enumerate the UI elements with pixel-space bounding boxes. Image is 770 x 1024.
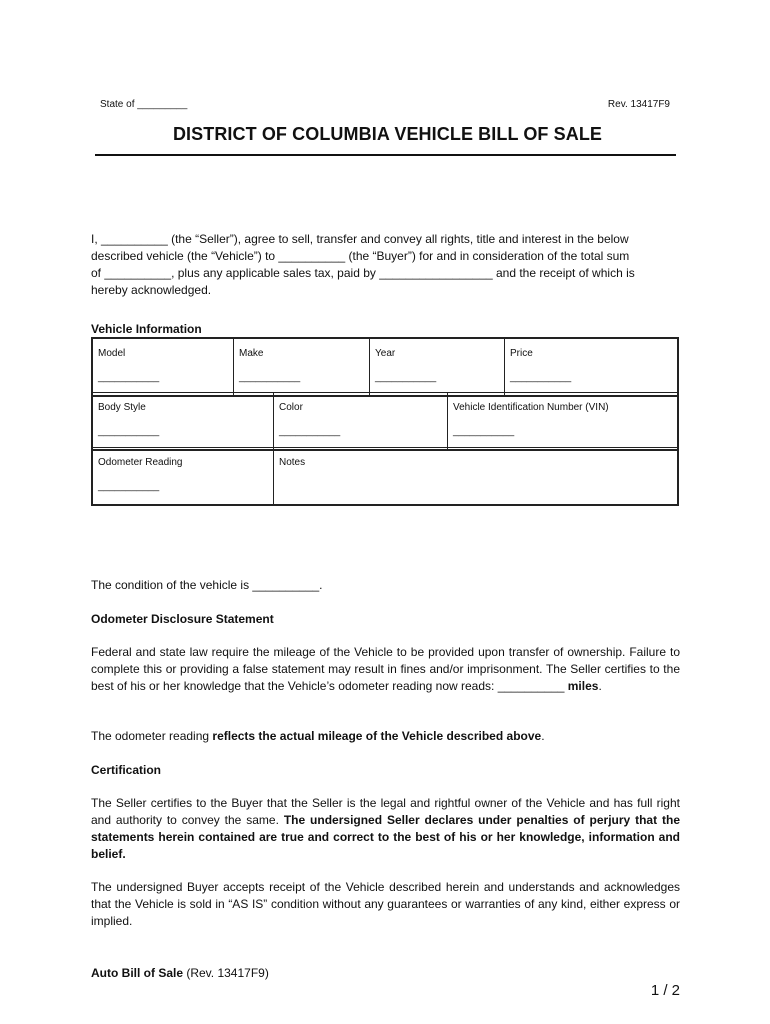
odometer-reading-line (91, 728, 545, 745)
price-label: Price (510, 348, 533, 359)
footer-doc-rev: (Rev. 13417F9) (183, 966, 269, 980)
body-style-cell[interactable] (92, 393, 274, 451)
model-cell[interactable] (92, 338, 234, 396)
odometer-cell[interactable] (92, 448, 274, 506)
intro-paragraph (91, 231, 635, 299)
condition-line: The condition of the vehicle is __________. (91, 578, 323, 592)
certification-heading: Certification (91, 763, 162, 777)
year-blank: ___________ (375, 372, 437, 383)
notes-cell[interactable] (274, 448, 679, 506)
reading-prefix: The odometer reading (91, 729, 213, 743)
document-title: DISTRICT OF COLUMBIA VEHICLE BILL OF SALE (172, 124, 603, 144)
reading-end: . (541, 729, 545, 743)
color-blank: ___________ (279, 426, 341, 437)
footer-doc-label (91, 965, 269, 982)
intro-line-1: I, __________ (the “Seller”), agree to sell, transfer and convey all rights, title and interest in the below (91, 232, 629, 246)
table-row (92, 338, 678, 396)
title-divider (95, 154, 676, 156)
intro-line-3: of __________, plus any applicable sales tax, paid by _________________ and the receipt of which is (91, 266, 635, 280)
odometer-label: Odometer Reading (98, 457, 183, 468)
model-label: Model (98, 348, 126, 359)
reading-bold: reflects the actual mileage of the Vehicle described above (212, 729, 542, 743)
vehicle-info-heading: Vehicle Information (91, 322, 202, 336)
certification-paragraph (91, 795, 680, 863)
color-cell[interactable] (274, 393, 448, 451)
footer-doc-name: Auto Bill of Sale (91, 966, 184, 980)
body-style-blank: ___________ (98, 426, 160, 437)
odometer-paragraph (91, 644, 680, 695)
price-blank: ___________ (510, 372, 572, 383)
certification-text: The Seller certifies to the Buyer that the Seller is the legal and rightful owner of the Vehicle and has full right and authority to convey the same. (91, 796, 680, 827)
odometer-heading: Odometer Disclosure Statement (91, 612, 274, 626)
table-row (92, 393, 678, 451)
vin-cell[interactable] (448, 393, 679, 451)
vin-blank: ___________ (453, 426, 515, 437)
model-blank: ___________ (98, 372, 160, 383)
make-blank: ___________ (239, 372, 301, 383)
perjury-declaration: The undersigned Seller declares under penalties of perjury that the statements herein contained are true and correct to the best of his or her knowledge, information and belief. (91, 813, 680, 861)
revision-label: Rev. 13417F9 (607, 99, 670, 110)
page-number: 1 / 2 (650, 982, 680, 999)
intro-line-4: hereby acknowledged. (91, 283, 212, 297)
year-cell[interactable] (370, 338, 505, 396)
vehicle-info-table (91, 337, 679, 397)
price-cell[interactable] (505, 338, 679, 396)
intro-line-2: described vehicle (the “Vehicle”) to __________ (the “Buyer”) for and in consideration of the total sum (91, 249, 630, 263)
make-label: Make (239, 348, 264, 359)
color-label: Color (279, 402, 303, 413)
odometer-text: Federal and state law require the mileage of the Vehicle to be provided upon transfer of ownership. Failure to complete this or providing a false statement may result in fines and/or imprisonment. The Seller certifies to the best of his or her knowledge that the Vehicle’s odometer reading now reads: __________ (91, 645, 680, 693)
body-style-label: Body Style (98, 402, 146, 413)
odometer-blank: ___________ (98, 481, 160, 492)
state-line: State of _________ (100, 99, 188, 110)
year-label: Year (375, 348, 396, 359)
table-row (92, 448, 678, 506)
miles-text: miles (567, 679, 599, 693)
make-cell[interactable] (234, 338, 370, 396)
vehicle-info-table-row3 (91, 447, 679, 506)
odometer-period: . (598, 679, 602, 693)
vehicle-info-table-row2 (91, 392, 679, 451)
notes-label: Notes (279, 457, 306, 468)
vin-label: Vehicle Identification Number (VIN) (453, 402, 609, 413)
buyer-acceptance-paragraph: The undersigned Buyer accepts receipt of the Vehicle described herein and understands and acknowledges that the Vehicle is sold in “AS IS” condition without any guarantees or warranties of any kind, either express or implied. (91, 880, 680, 928)
